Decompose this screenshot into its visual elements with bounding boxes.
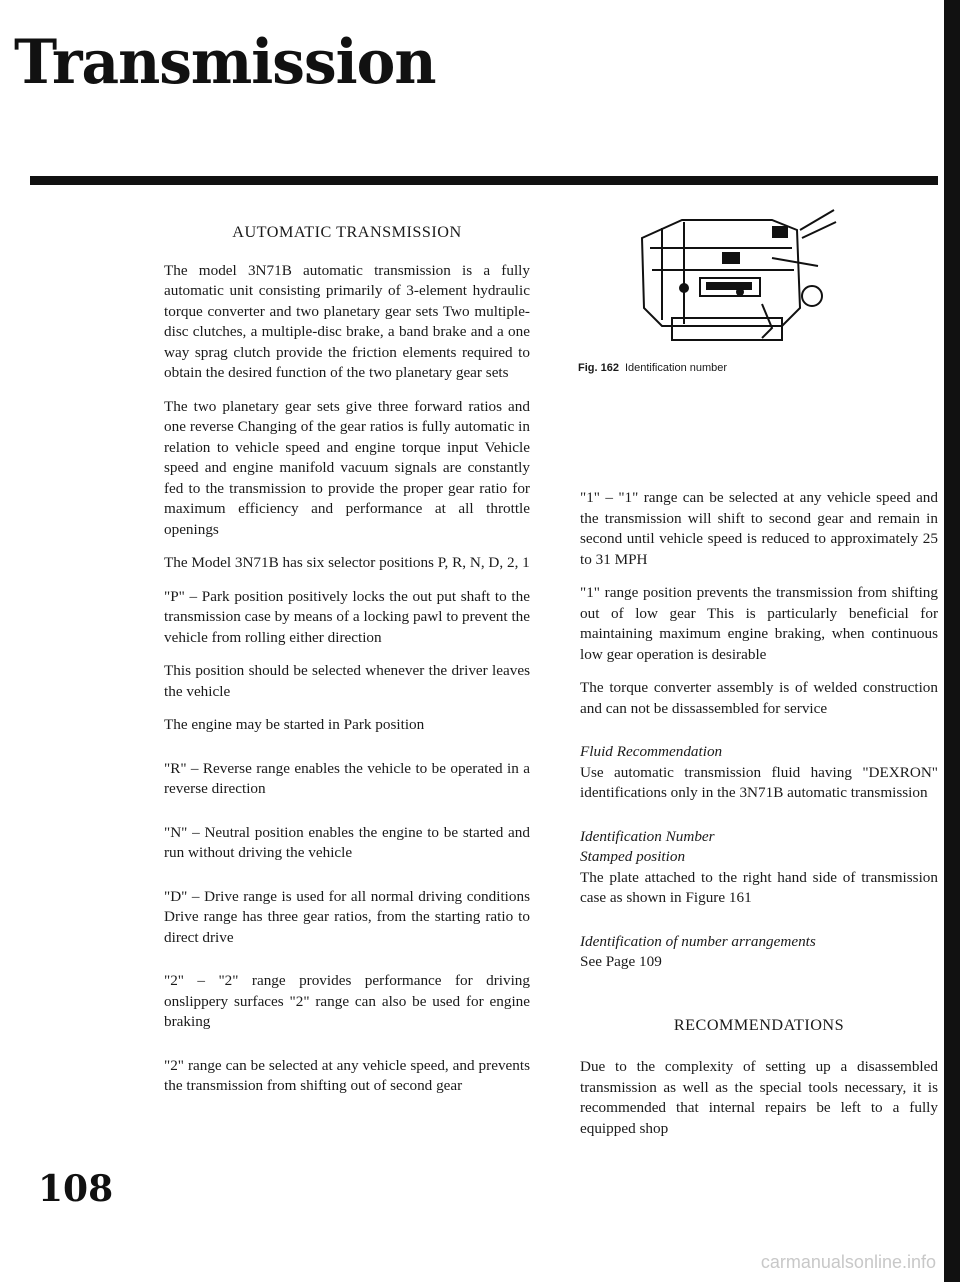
paragraph-park: "P" – Park position positively locks the out put shaft to the transmission case by means of a locking pawl to prevent the vehicle from rolling either direction <box>164 587 530 646</box>
section-title: Transmission <box>14 26 436 98</box>
paragraph-second-note: "2" range can be selected at any vehicle speed, and prevents the transmission from shifting out of second gear <box>164 1056 530 1094</box>
paragraph-reverse: "R" – Reverse range enables the vehicle to be operated in a reverse direction <box>164 759 530 797</box>
fluid-text: Use automatic transmission fluid having "DEXRON" identifications only in the 3N71B automatic transmission <box>580 763 938 801</box>
paragraph-neutral: "N" – Neutral position enables the engine to be started and run without driving the vehicle <box>164 823 530 861</box>
page-number: 108 <box>38 1168 114 1210</box>
watermark: carmanualsonline.info <box>760 1252 936 1272</box>
page-edge-bar <box>944 0 960 1282</box>
paragraph-second: "2" – "2" range provides performance for driving onslippery surfaces "2" range can also be used for engine braking <box>164 972 530 1030</box>
paragraph-park-start: The engine may be started in Park position <box>164 716 425 733</box>
paragraph-overview: The model 3N71B automatic transmission is a fully automatic unit consisting primarily of 3-element hydraulic torque converter and two planetary gear sets Two multiple-disc clutches, a multiple-disc brake, a band brake and a one way sprag clutch provide the friction elements required to obtain the desired function of the two planetary gear sets <box>164 261 530 381</box>
arrangement-heading: Identification of number arrangements <box>580 932 816 950</box>
paragraph-park-note: This position should be selected whenever the driver leaves the vehicle <box>164 662 530 700</box>
recommendations-heading: RECOMMENDATIONS <box>673 1015 845 1034</box>
automatic-transmission-heading: AUTOMATIC TRANSMISSION <box>232 223 462 241</box>
fluid-block <box>580 742 938 804</box>
arrangement-text: See Page 109 <box>580 953 662 970</box>
transmission-illustration <box>622 208 842 356</box>
arrangement-block <box>580 932 938 973</box>
paragraph-torque-converter: The torque converter assembly is of welded construction and can not be dissassembled for service <box>580 679 938 717</box>
figure-caption <box>578 362 727 374</box>
figure-caption-text: Identification number <box>624 362 728 374</box>
paragraph-selector-positions: The Model 3N71B has six selector positions P, R, N, D, 2, 1 <box>164 554 530 571</box>
identification-block <box>580 827 938 909</box>
right-column <box>580 488 938 1152</box>
paragraph-first-range: "1" – "1" range can be selected at any vehicle speed and the transmission will shift to second gear and remain in second until vehicle speed is reduced to approximately 25 to 31 MPH <box>580 489 938 568</box>
transmission-figure <box>578 208 878 356</box>
identification-text: The plate attached to the right hand side of transmission case as shown in Figure 161 <box>580 868 938 906</box>
identification-heading: Identification Number <box>580 827 715 845</box>
left-column <box>164 222 530 1110</box>
paragraph-drive: "D" – Drive range is used for all normal driving conditions Drive range has three gear ratios, from the starting ratio to direct drive <box>164 887 530 946</box>
recommendations-text: Due to the complexity of setting up a disassembled transmission as well as the special tools necessary, it is recommended that internal repairs be left to a fully equipped shop <box>580 1058 938 1137</box>
identification-subheading: Stamped position <box>580 848 686 865</box>
fluid-heading: Fluid Recommendation <box>580 743 723 760</box>
figure-number: Fig. 162 <box>578 362 619 374</box>
paragraph-first-range-note: "1" range position prevents the transmission from shifting out of low gear This is particularly beneficial for maintaining maximum engine braking, when continuous low gear operation is desirable <box>580 584 938 663</box>
paragraph-gear-sets: The two planetary gear sets give three forward ratios and one reverse Changing of the gear ratios is fully automatic in relation to vehicle speed and engine torque input Vehicle speed and engine manifold vacuum signals are constantly fed to the transmission to provide the proper gear ratio for maximum efficiency and performance at all throttle openings <box>164 397 530 538</box>
header-rule <box>30 176 938 185</box>
